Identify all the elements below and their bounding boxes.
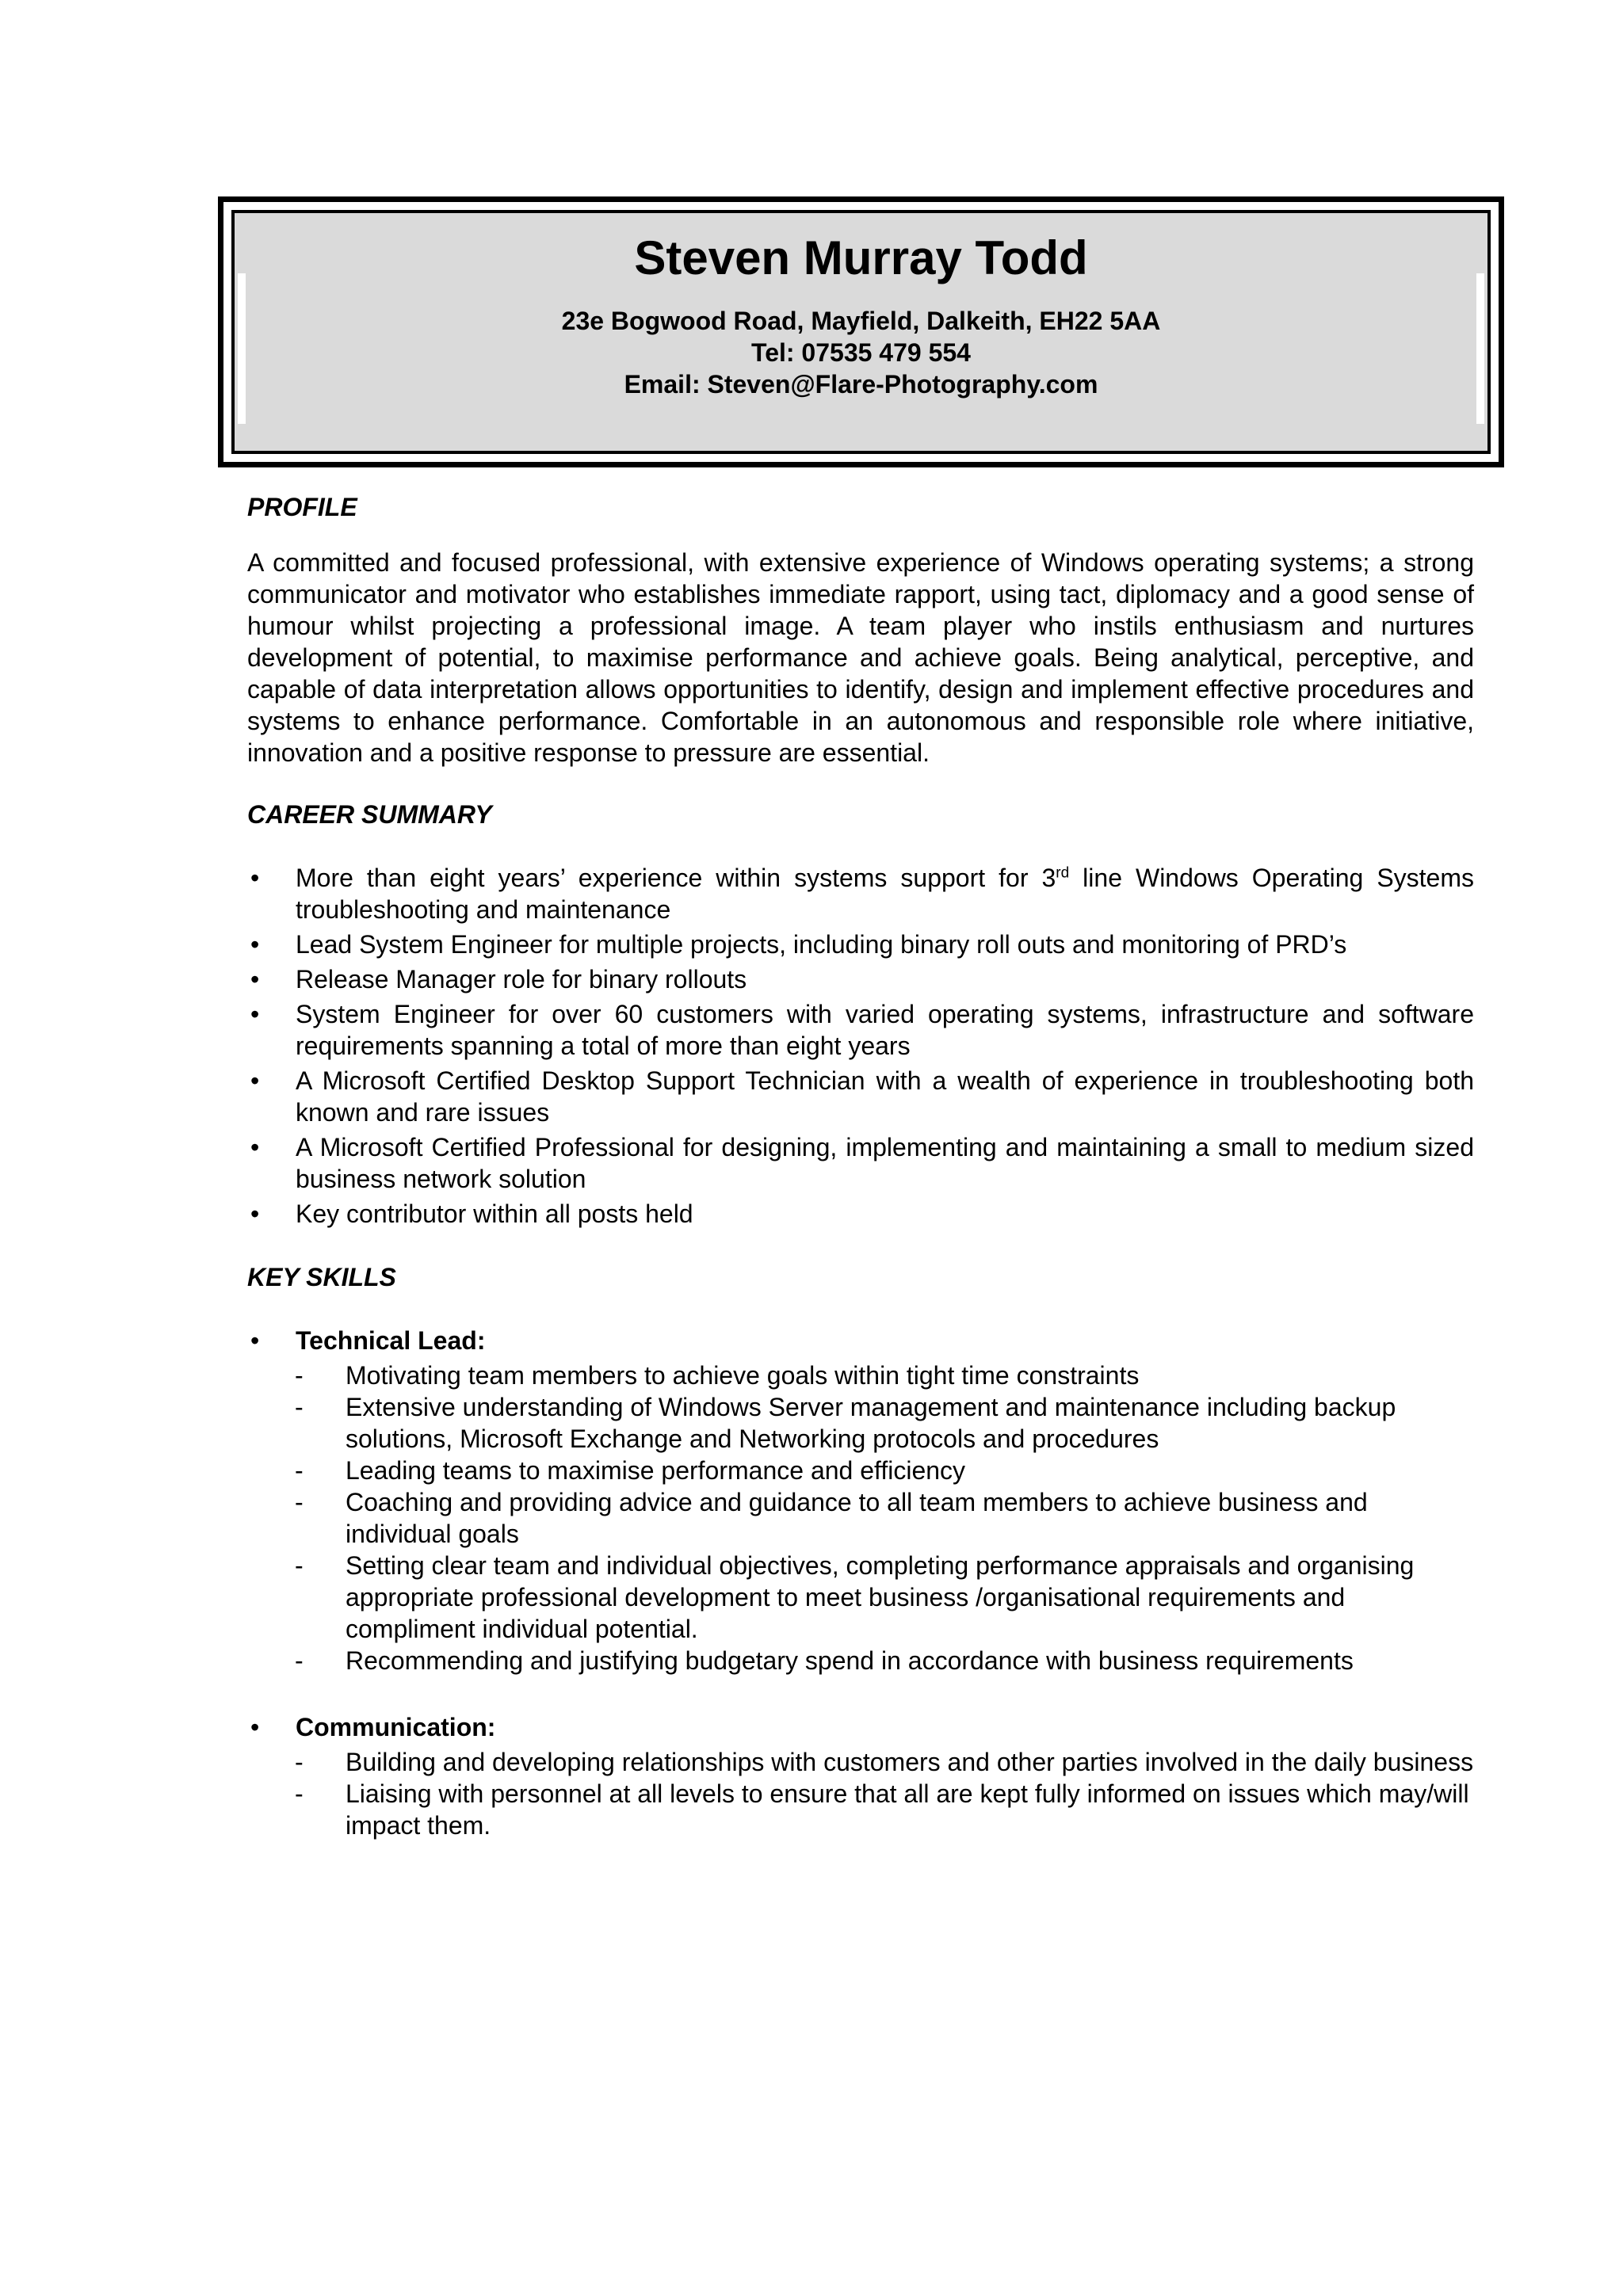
list-item (247, 998, 1474, 1062)
bullet-icon: • (250, 965, 260, 994)
skill-item-text: Leading teams to maximise performance and efficiency (346, 1456, 966, 1485)
bullet-icon: • (250, 930, 260, 959)
bullet-icon: • (250, 1199, 260, 1228)
dash-icon: - (295, 1646, 304, 1675)
header-box (218, 196, 1504, 467)
bullet-icon: • (250, 1713, 260, 1741)
dash-icon: - (295, 1393, 304, 1421)
career-item-text: Key contributor within all posts held (296, 1199, 693, 1228)
address: 23e Bogwood Road, Mayfield, Dalkeith, EH22 5AA (561, 307, 1161, 335)
communication-items (247, 1746, 1474, 1841)
bullet-icon: • (250, 1133, 260, 1161)
skills-list-2 (247, 1711, 1474, 1743)
profile-section (247, 491, 1474, 769)
career-item-text: Release Manager role for binary rollouts (296, 965, 747, 994)
skill-group-title: Communication: (296, 1713, 496, 1741)
cv-content (247, 491, 1474, 1841)
list-item (247, 1645, 1474, 1676)
skill-item-text: Setting clear team and individual objectives, completing performance appraisals and organising appropriate professional development to meet business /organisational requirements and compliment individual potential. (346, 1551, 1415, 1643)
skill-group-title: Technical Lead: (296, 1326, 486, 1355)
list-item (247, 1360, 1474, 1391)
career-list (247, 862, 1474, 1230)
list-item (247, 1746, 1474, 1778)
dash-icon: - (295, 1361, 304, 1390)
skills-heading: KEY SKILLS (247, 1263, 396, 1291)
profile-heading: PROFILE (247, 493, 357, 521)
career-item-text: More than eight years’ experience within systems support for 3 (296, 864, 1056, 892)
dash-icon: - (295, 1779, 304, 1808)
candidate-name: Steven Murray Todd (634, 231, 1088, 284)
email: Email: Steven@Flare-Photography.com (624, 370, 1098, 399)
list-item (247, 929, 1474, 960)
profile-text: A committed and focused professional, with extensive experience of Windows operating systems; a strong communicator and motivator who establishes immediate rapport, using tact, diplomacy and a good sense of humour whilst projecting a professional image. A team player who instils enthusiasm and nurtures development of potential, to maximise performance and achieve goals. Being analytical, perceptive, and capable of data interpretation allows opportunities to identify, design and implement effective procedures and systems to enhance performance. Comfortable in an autonomous and responsible role where initiative, innovation and a positive response to pressure are essential. (247, 548, 1474, 767)
career-item-text: Lead System Engineer for multiple projects, including binary roll outs and monitoring of PRD’s (296, 930, 1347, 959)
skill-item-text: Liaising with personnel at all levels to ensure that all are kept fully informed on issues which may/will impact them. (346, 1779, 1469, 1840)
bullet-icon: • (250, 1066, 260, 1095)
list-item (247, 1550, 1474, 1645)
career-item-text: A Microsoft Certified Desktop Support Technician with a wealth of experience in troubleshooting both known and rare issues (296, 1066, 1474, 1127)
ordinal-suffix: rd (1056, 864, 1070, 882)
skills-list (247, 1325, 1474, 1356)
skill-item-text: Building and developing relationships with customers and other parties involved in the daily business (346, 1748, 1474, 1776)
technical-lead-items (247, 1360, 1474, 1676)
dash-icon: - (295, 1488, 304, 1516)
telephone: Tel: 07535 479 554 (751, 338, 971, 367)
skill-item-text: Recommending and justifying budgetary spend in accordance with business requirements (346, 1646, 1354, 1675)
career-item-text: line Windows Operating Systems troubleshooting and maintenance (296, 864, 1475, 924)
list-item (247, 1778, 1474, 1841)
list-item (247, 1455, 1474, 1486)
list-item (247, 1486, 1474, 1550)
dash-icon: - (295, 1456, 304, 1485)
bullet-icon: • (250, 864, 260, 892)
career-heading: CAREER SUMMARY (247, 800, 492, 829)
skills-section (247, 1261, 1474, 1841)
list-item (247, 1198, 1474, 1230)
career-section (247, 799, 1474, 1230)
skill-item-text: Extensive understanding of Windows Server management and maintenance including backup solutions, Microsoft Exchange and Networking protocols and procedures (346, 1393, 1396, 1453)
skill-group-communication (247, 1711, 1474, 1743)
career-item-text: A Microsoft Certified Professional for designing, implementing and maintaining a small to medium sized business network solution (296, 1133, 1474, 1193)
bullet-icon: • (250, 1000, 260, 1028)
skill-item-text: Coaching and providing advice and guidance to all team members to achieve business and individual goals (346, 1488, 1368, 1548)
list-item (247, 963, 1474, 995)
skill-item-text: Motivating team members to achieve goals within tight time constraints (346, 1361, 1140, 1390)
header-panel (231, 210, 1491, 454)
dash-icon: - (295, 1748, 304, 1776)
list-item (247, 862, 1474, 925)
list-item (247, 1391, 1474, 1455)
career-item-text: System Engineer for over 60 customers with varied operating systems, infrastructure and software requirements spanning a total of more than eight years (296, 1000, 1474, 1060)
dash-icon: - (295, 1551, 304, 1580)
list-item (247, 1065, 1474, 1128)
skill-group-technical-lead (247, 1325, 1474, 1356)
list-item (247, 1131, 1474, 1195)
bullet-icon: • (250, 1326, 260, 1355)
